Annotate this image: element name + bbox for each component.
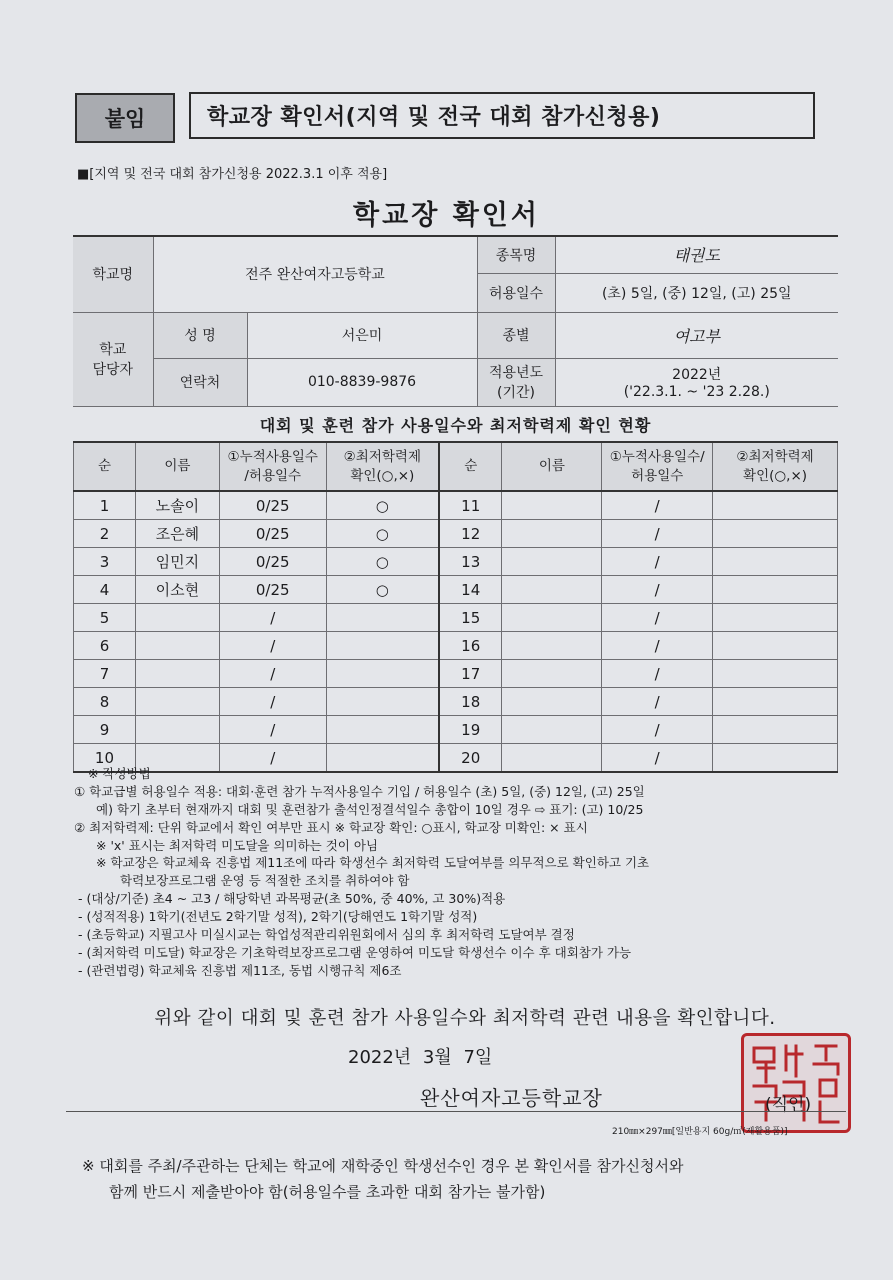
row-days-right: /: [602, 576, 713, 604]
row-days: 0/25: [219, 576, 326, 604]
divider-line: [66, 1111, 846, 1112]
row-check-right: [713, 716, 838, 744]
contact-label: 연락처: [153, 358, 247, 406]
note-1: ① 학교급별 허용일수 적용: 대회·훈련 참가 누적사용일수 기입 / 허용일수 (초) 5일, (중) 12일, (고) 25일: [74, 783, 645, 799]
header-check: [326, 442, 439, 491]
detail-1: - (대상/기준) 초4 ~ 고3 / 해당학년 과목평균(초 50%, 중 40%, 고 30%)적용: [78, 891, 506, 907]
school-info-table: [73, 235, 838, 407]
attachment-badge: 붙임: [75, 93, 175, 143]
row-name-right: [502, 632, 602, 660]
row-no: 2: [74, 520, 136, 548]
year-label-line1: 적용년도: [488, 365, 544, 381]
row-name-right: [502, 520, 602, 548]
row-no: 5: [74, 604, 136, 632]
header-days-right-line1: ①누적사용일수/: [609, 449, 705, 466]
header-no: 순: [74, 442, 136, 491]
row-no: 1: [74, 491, 136, 520]
header-name-right: 이름: [502, 442, 602, 491]
manager-label-line1: 학교: [99, 342, 127, 358]
year-label-line2: (기간): [497, 385, 535, 401]
header-check-right-line2: 확인(○,×): [743, 467, 808, 484]
row-no-right: 14: [439, 576, 502, 604]
period-value-line: ('22.3.1. ~ '23 2.28.): [623, 384, 770, 400]
official-seal: [741, 1033, 851, 1133]
table-row: [74, 576, 838, 604]
detail-4: - (최저학력 미도달) 학교장은 기초학력보장프로그램 운영하여 미도달 학생선수 이수 후 대회참가 가능: [78, 944, 632, 960]
footer-line-1: ※ 대회를 주최/주관하는 단체는 학교에 재학중인 학생선수인 경우 본 확인서를 참가신청서와: [82, 1157, 684, 1175]
header-days-right: [602, 442, 713, 491]
row-days: 0/25: [219, 520, 326, 548]
row-check-right: [713, 660, 838, 688]
row-name-right: [502, 688, 602, 716]
confirmation-statement: 위와 같이 대회 및 훈련 참가 사용일수와 최저학력 관련 내용을 확인합니다.: [154, 1008, 776, 1029]
header-title: 학교장 확인서(지역 및 전국 대회 참가신청용): [189, 92, 815, 139]
note-3: ※ 'x' 표시는 최저학력 미도달을 의미하는 것이 아님: [96, 837, 378, 853]
row-check-right: [713, 604, 838, 632]
row-name: [135, 604, 219, 632]
row-check: [326, 688, 439, 716]
table-row: [74, 716, 838, 744]
header-name: 이름: [135, 442, 219, 491]
header-days: [219, 442, 326, 491]
row-days: /: [219, 660, 326, 688]
row-name-right: [502, 604, 602, 632]
row-name: [135, 632, 219, 660]
paper-spec: 210㎜×297㎜[일반용지 60g/㎡(재활용품)]: [612, 1127, 788, 1137]
row-check-right: [713, 520, 838, 548]
row-check: ○: [326, 520, 439, 548]
row-name: [135, 688, 219, 716]
row-no: 6: [74, 632, 136, 660]
row-name: 이소현: [135, 576, 219, 604]
row-no-right: 12: [439, 520, 502, 548]
instructions: [74, 765, 844, 980]
row-name: [135, 660, 219, 688]
row-days-right: /: [602, 604, 713, 632]
row-days-right: /: [602, 744, 713, 773]
footer-line-2: 함께 반드시 제출받아야 함(허용일수를 초과한 대회 참가는 불가함): [109, 1182, 546, 1201]
row-days: /: [219, 604, 326, 632]
table-row: [74, 491, 838, 520]
row-no: 4: [74, 576, 136, 604]
participants-table: [73, 441, 838, 773]
row-check: [326, 604, 439, 632]
row-check-right: [713, 576, 838, 604]
row-check: [326, 716, 439, 744]
row-days: 0/25: [219, 491, 326, 520]
table-row: [74, 632, 838, 660]
detail-3: - (초등학교) 지필고사 미실시교는 학업성적관리위원회에서 심의 후 최저학력 도달여부 결정: [78, 926, 575, 942]
row-no-right: 18: [439, 688, 502, 716]
row-days-right: /: [602, 491, 713, 520]
row-name: 노솔이: [135, 491, 219, 520]
manager-label: [73, 312, 153, 406]
header-no-right: 순: [439, 442, 502, 491]
row-no: 3: [74, 548, 136, 576]
detail-5: - (관련법령) 학교체육 진흥법 제11조, 동법 시행규칙 제6조: [78, 962, 402, 978]
year-value-line: 2022년: [672, 367, 722, 383]
header-check-line1: ②최저학력제: [343, 449, 421, 466]
year-label: [477, 358, 555, 406]
row-days: /: [219, 716, 326, 744]
sport-label: 종목명: [477, 236, 555, 273]
row-days-right: /: [602, 688, 713, 716]
table-row: [74, 604, 838, 632]
row-days-right: /: [602, 520, 713, 548]
header-days-line1: ①누적사용일수: [227, 449, 318, 466]
manager-name-value: 서은미: [247, 312, 477, 358]
document-title: 학교장 확인서: [353, 200, 540, 231]
header-days-line2: /허용일수: [244, 467, 302, 484]
applicability-notice: ■[지역 및 전국 대회 참가신청용 2022.3.1 이후 적용]: [77, 167, 388, 182]
row-name-right: [502, 548, 602, 576]
row-no-right: 20: [439, 744, 502, 773]
participants-body: [74, 491, 838, 772]
row-days: /: [219, 744, 326, 773]
row-check-right: [713, 688, 838, 716]
header-days-right-line2: 허용일수: [631, 467, 684, 484]
table-row: [74, 520, 838, 548]
header-check-right-line1: ②최저학력제: [736, 449, 814, 466]
table-row: [74, 660, 838, 688]
row-check: ○: [326, 548, 439, 576]
note-4-cont: 학력보장프로그램 운영 등 적절한 조치를 취하여야 함: [120, 873, 410, 889]
manager-name-label: 성 명: [153, 312, 247, 358]
header-check-right: [713, 442, 838, 491]
table-row: [74, 688, 838, 716]
school-name-label: 학교명: [73, 236, 153, 312]
row-name-right: [502, 716, 602, 744]
row-days: /: [219, 688, 326, 716]
seal-graphic: [744, 1036, 848, 1130]
row-no-right: 15: [439, 604, 502, 632]
table-row: [74, 548, 838, 576]
row-check: [326, 660, 439, 688]
row-check: [326, 632, 439, 660]
allowed-days-label: 허용일수: [477, 273, 555, 312]
issue-date: 2022년 3월 7일: [348, 1047, 493, 1068]
note-2: ② 최저학력제: 단위 학교에서 확인 여부만 표시 ※ 학교장 확인: ○표시, 학교장 미확인: × 표시: [74, 819, 588, 835]
detail-2: - (성적적용) 1학기(전년도 2학기말 성적), 2학기(당해연도 1학기말 성적): [78, 909, 478, 924]
header-check-line2: 확인(○,×): [350, 467, 415, 484]
row-name-right: [502, 660, 602, 688]
row-name-right: [502, 576, 602, 604]
row-days-right: /: [602, 660, 713, 688]
seal-label: (직인): [765, 1095, 812, 1115]
contact-value: 010-8839-9876: [247, 358, 477, 406]
row-name: [135, 716, 219, 744]
division-label: 종별: [477, 312, 555, 358]
row-check-right: [713, 632, 838, 660]
notes-heading: ※ 작성방법: [88, 766, 151, 781]
row-name: 임민지: [135, 548, 219, 576]
row-no: 9: [74, 716, 136, 744]
row-no-right: 19: [439, 716, 502, 744]
footer-notice: [82, 1154, 842, 1205]
status-subtitle: 대회 및 훈련 참가 사용일수와 최저학력제 확인 현황: [259, 416, 652, 435]
row-days: /: [219, 632, 326, 660]
row-no-right: 13: [439, 548, 502, 576]
note-1-example: 예) 학기 초부터 현재까지 대회 및 훈련참가 출석인정결석일수 총합이 10일 경우 ⇨ 표기: (고) 10/25: [96, 801, 644, 817]
row-days: 0/25: [219, 548, 326, 576]
principal-signature-line: 완산여자고등학교장: [420, 1086, 603, 1110]
row-name: 조은혜: [135, 520, 219, 548]
row-no-right: 16: [439, 632, 502, 660]
row-no: 7: [74, 660, 136, 688]
row-check: ○: [326, 576, 439, 604]
row-days-right: /: [602, 632, 713, 660]
manager-label-line2: 담당자: [92, 362, 134, 378]
row-check: ○: [326, 491, 439, 520]
school-name-value: 전주 완산여자고등학교: [153, 236, 477, 312]
row-days-right: /: [602, 716, 713, 744]
row-no-right: 17: [439, 660, 502, 688]
row-no: 8: [74, 688, 136, 716]
row-name-right: [502, 491, 602, 520]
row-days-right: /: [602, 548, 713, 576]
division-value: 여고부: [555, 312, 838, 358]
row-no-right: 11: [439, 491, 502, 520]
sport-value: 태권도: [555, 236, 838, 273]
allowed-days-value: (초) 5일, (중) 12일, (고) 25일: [555, 273, 838, 312]
note-4: ※ 학교장은 학교체육 진흥법 제11조에 따라 학생선수 최저학력 도달여부를 의무적으로 확인하고 기초: [96, 855, 650, 871]
row-no: 10: [74, 744, 136, 773]
row-check-right: [713, 548, 838, 576]
year-value: [555, 358, 838, 406]
row-check-right: [713, 491, 838, 520]
